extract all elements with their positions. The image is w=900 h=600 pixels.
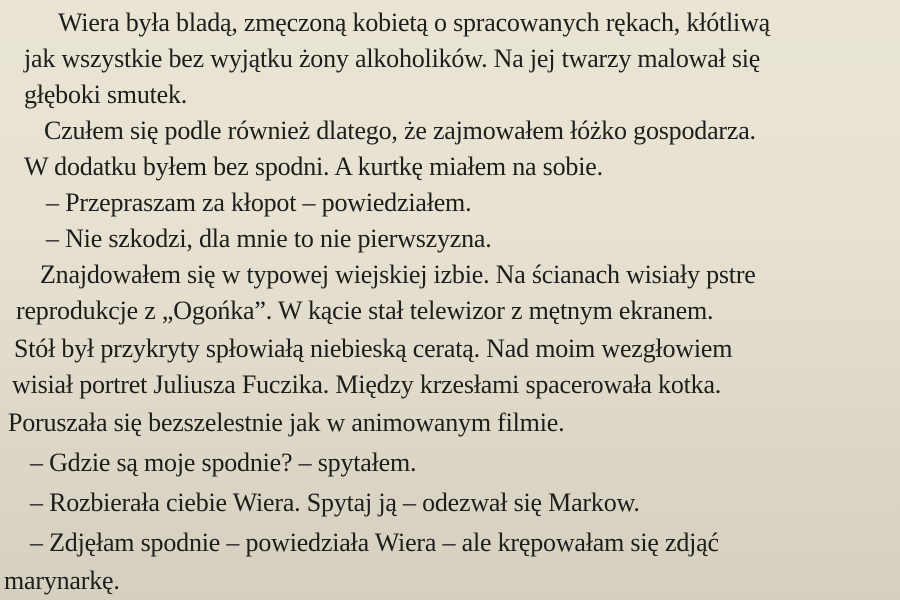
dialogue-line: – Przepraszam za kłopot – powiedziałem. (46, 188, 472, 217)
dialogue-line: – Nie szkodzi, dla mnie to nie pierwszyzna. (46, 224, 492, 253)
text-line: Czułem się podle również dlatego, że zajmowałem łóżko gospodarza. (44, 116, 756, 145)
dialogue-line: – Zdjęłam spodnie – powiedziała Wiera – ale krępowałam się zdjąć (30, 528, 719, 557)
text-line: jak wszystkie bez wyjątku żony alkoholików. Na jej twarzy malował się (24, 44, 761, 73)
text-line: W dodatku byłem bez spodni. A kurtkę miałem na sobie. (24, 152, 603, 181)
text-line: głęboki smutek. (24, 80, 188, 109)
text-line: Poruszała się bezszelestnie jak w animowanym filmie. (8, 408, 565, 437)
text-line: wisiał portret Juliusza Fuczika. Między krzesłami spacerowała kotka. (12, 370, 722, 399)
text-line: marynarkę. (4, 566, 120, 595)
text-line: Znajdowałem się w typowej wiejskiej izbie. Na ścianach wisiały pstre (40, 260, 756, 289)
text-line: reprodukcje z „Ogońka”. W kącie stał telewizor z mętnym ekranem. (16, 296, 714, 325)
dialogue-line: – Rozbierała ciebie Wiera. Spytaj ją – odezwał się Markow. (30, 488, 640, 517)
text-line: Wiera była bladą, zmęczoną kobietą o spracowanych rękach, kłótliwą (58, 8, 770, 37)
text-line: Stół był przykryty spłowiałą niebieską ceratą. Nad moim wezgłowiem (14, 334, 733, 363)
dialogue-line: – Gdzie są moje spodnie? – spytałem. (30, 448, 417, 477)
